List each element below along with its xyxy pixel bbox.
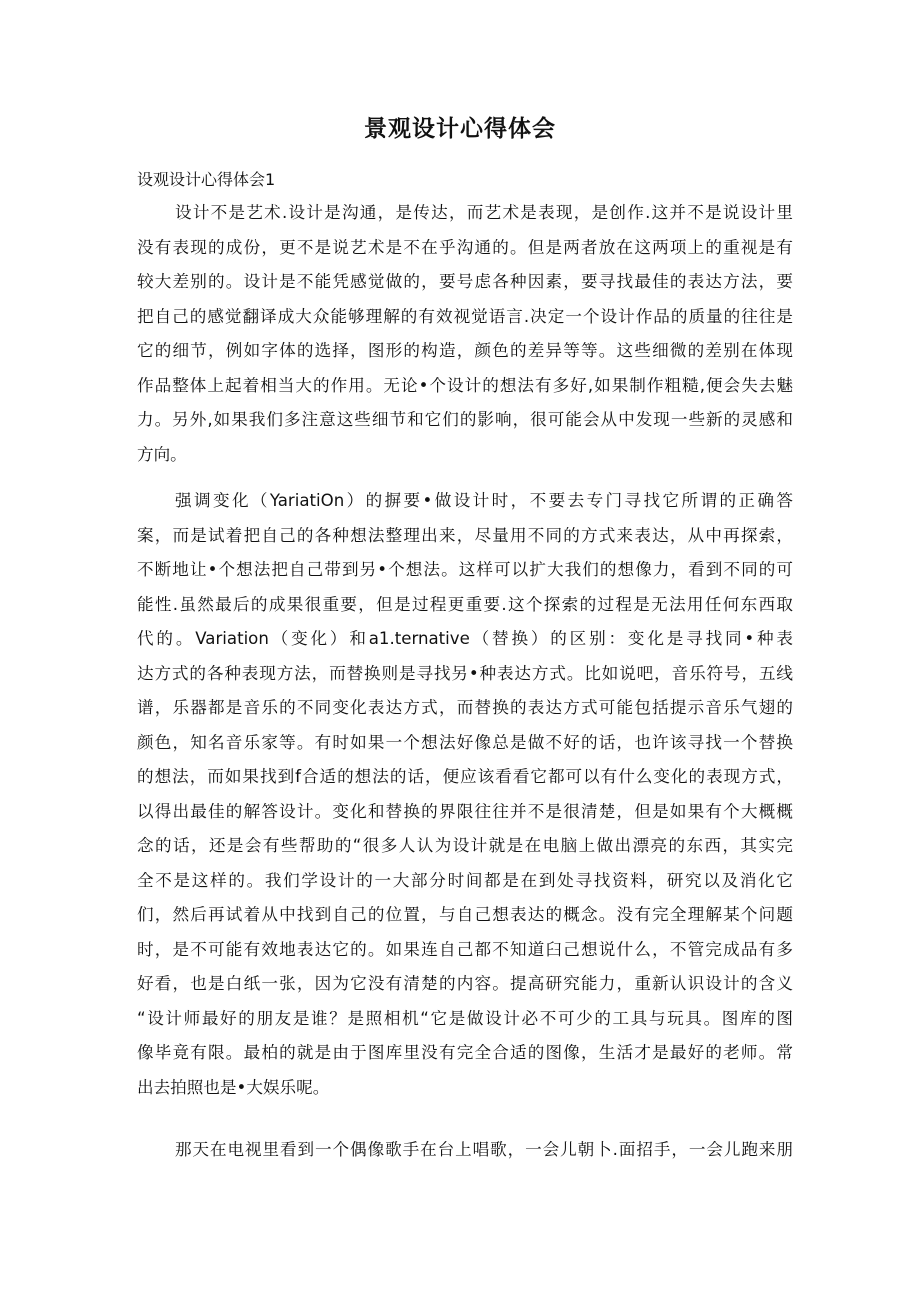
text-line: 念的话，还是会有些帮助的“很多人认为设计就是在电脑上做出漂亮的东西，其实完 <box>137 836 793 855</box>
paragraph-2 <box>137 484 793 1105</box>
text-line: 它的细节，例如字体的选择，图形的构造，颜色的差异等等。这些细微的差别在体现 <box>137 341 793 360</box>
text-line: 把自己的感觉翻译成大众能够理解的有效视觉语言.决定一个设计作品的质量的往往是 <box>137 306 793 326</box>
document-title: 景观设计心得体会 <box>364 116 556 142</box>
text-line: 设计不是艺术.设计是沟通，是传达，而艺术是表现，是创作.这并不是说设计里 <box>175 203 793 222</box>
paragraph-3 <box>137 1133 793 1168</box>
text-line: 没有表现的成份，更不是说艺术是不在乎沟通的。但是两者放在这两项上的重视是有 <box>137 237 793 257</box>
text-line: 们，然后再试着从中找到自己的位置，与自己想表达的概念。没有完全理解某个问题 <box>137 905 793 924</box>
text-line: 达方式的各种表现方法，而替换则是寻找另•种表达方式。比如说吧，音乐符号，五线 <box>137 663 793 683</box>
text-line: 不断地让•个想法把自己带到另•个想法。这样可以扩大我们的想像力，看到不同的可 <box>137 560 793 579</box>
text-line: 方向。 <box>137 444 187 464</box>
text-line: 能性.虽然最后的成果很重要，但是过程更重要.这个探索的过程是无法用任何东西取 <box>137 594 793 614</box>
text-line: 力。另外,如果我们多注意这些细节和它们的影响，很可能会从中发现一些新的灵感和 <box>137 410 793 429</box>
text-line: 颜色，知名音乐家等。有时如果一个想法好像总是做不好的话，也许该寻找一个替换 <box>137 732 793 752</box>
text-line: 的想法，而如果找到f合适的想法的话，便应该看看它都可以有什么变化的表现方式， <box>137 767 793 786</box>
text-line: 以得出最佳的解答设计。变化和替换的界限往往并不是很清楚，但是如果有个大概概 <box>137 801 793 821</box>
text-line: 好看，也是白纸一张，因为它没有清楚的内容。提高研究能力，重新认识设计的含义 <box>137 974 793 993</box>
section-heading: 设观设计心得体会1 <box>137 170 276 189</box>
text-line: 强调变化（YariatiOn）的摒要•做设计时，不要去专门寻找它所谓的正确答 <box>175 491 793 510</box>
paragraph-1 <box>137 196 793 472</box>
text-line: 像毕竟有限。最柏的就是由于图库里没有完全合适的图像，生活才是最好的老师。常 <box>137 1043 793 1062</box>
text-line: 作品整体上起着相当大的作用。无论•个设计的想法有多好,如果制作粗糙,便会失去魅 <box>137 375 793 395</box>
text-line: 时，是不可能有效地表达它的。如果连自己都不知道臼己想说什么，不管完成品有多 <box>137 939 793 959</box>
text-line: 谱，乐器都是音乐的不同变化表达方式，而替换的表达方式可能包括提示音乐气翅的 <box>137 698 793 717</box>
text-line: 案，而是试着把自己的各种想法整理出来，尽量用不同的方式来表达，从中再探索， <box>137 525 793 545</box>
text-line: 代的。Variation（变化）和a1.ternative（替换）的区别：变化是寻找同•种表 <box>137 629 793 648</box>
text-line: 出去拍照也是•大娱乐呢。 <box>137 1077 330 1097</box>
text-line: 那天在电视里看到一个偶像歌手在台上唱歌，一会儿朝卜.面招手，一会儿跑来朋 <box>175 1140 793 1159</box>
text-line: 全不是这样的。我们学设计的一大部分时间都是在到处寻找资料，研究以及消化它 <box>137 870 793 890</box>
text-line: “设计师最好的朋友是谁？是照相机“它是做设计必不可少的工具与玩具。图库的图 <box>137 1008 793 1028</box>
text-line: 较大差别的。设计是不能凭感觉做的，要号虑各种因素，要寻找最佳的表达方法，要 <box>137 272 793 291</box>
